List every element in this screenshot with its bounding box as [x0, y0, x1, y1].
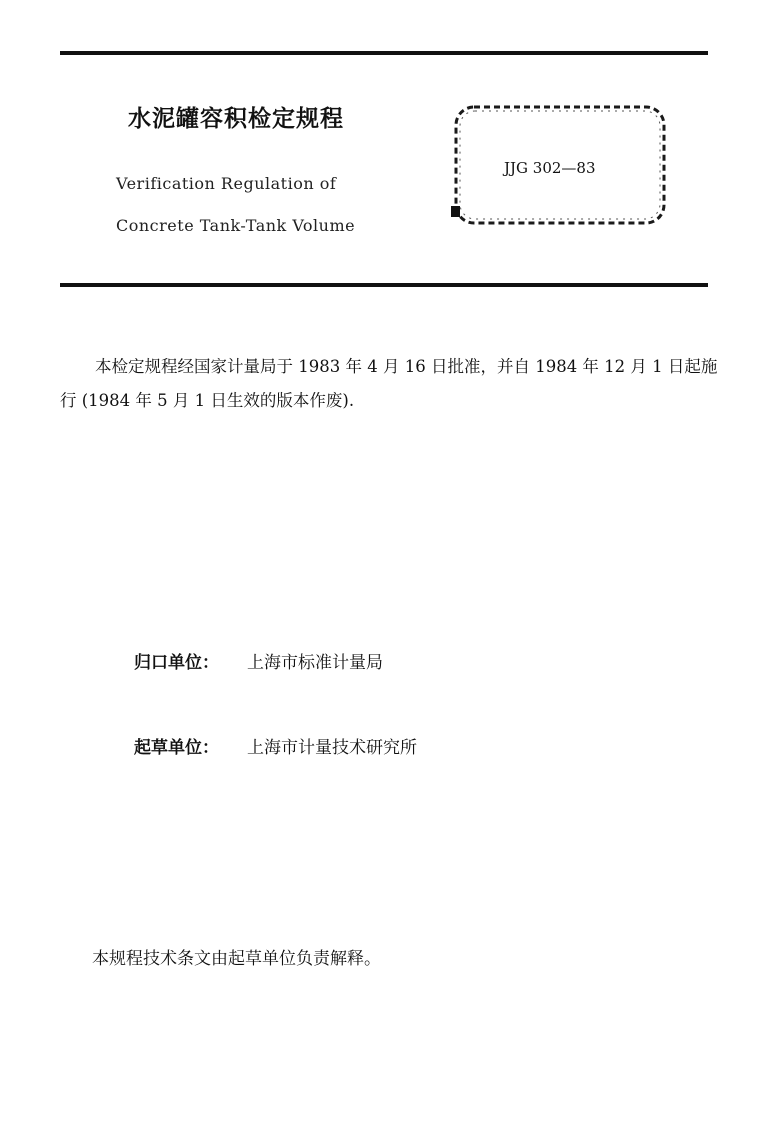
responsible-unit-value: 上海市标准计量局	[247, 653, 383, 673]
drafting-unit-label: 起草单位：	[134, 738, 219, 758]
title-english-line-1: Verification Regulation of	[116, 174, 337, 193]
standard-code: JJG 302—83	[504, 159, 596, 177]
drafting-unit-value: 上海市计量技术研究所	[247, 738, 417, 758]
bottom-rule	[60, 283, 708, 287]
responsible-unit-row	[134, 648, 383, 673]
interpretation-note: 本规程技术条文由起草单位负责解释。	[92, 949, 381, 969]
approval-text: 本检定规程经国家计量局于 1983 年 4 月 16 日批准，并自 1984 年 12 月 1 日起施行 (1984 年 5 月 1 日生效的版本作废).	[60, 357, 718, 410]
drafting-unit-row	[134, 733, 417, 758]
title-english-line-2: Concrete Tank-Tank Volume	[116, 216, 356, 235]
approval-paragraph	[60, 350, 720, 418]
responsible-unit-label: 归口单位：	[134, 653, 219, 673]
title-chinese: 水泥罐容积检定规程	[128, 106, 344, 132]
top-rule	[60, 51, 708, 55]
